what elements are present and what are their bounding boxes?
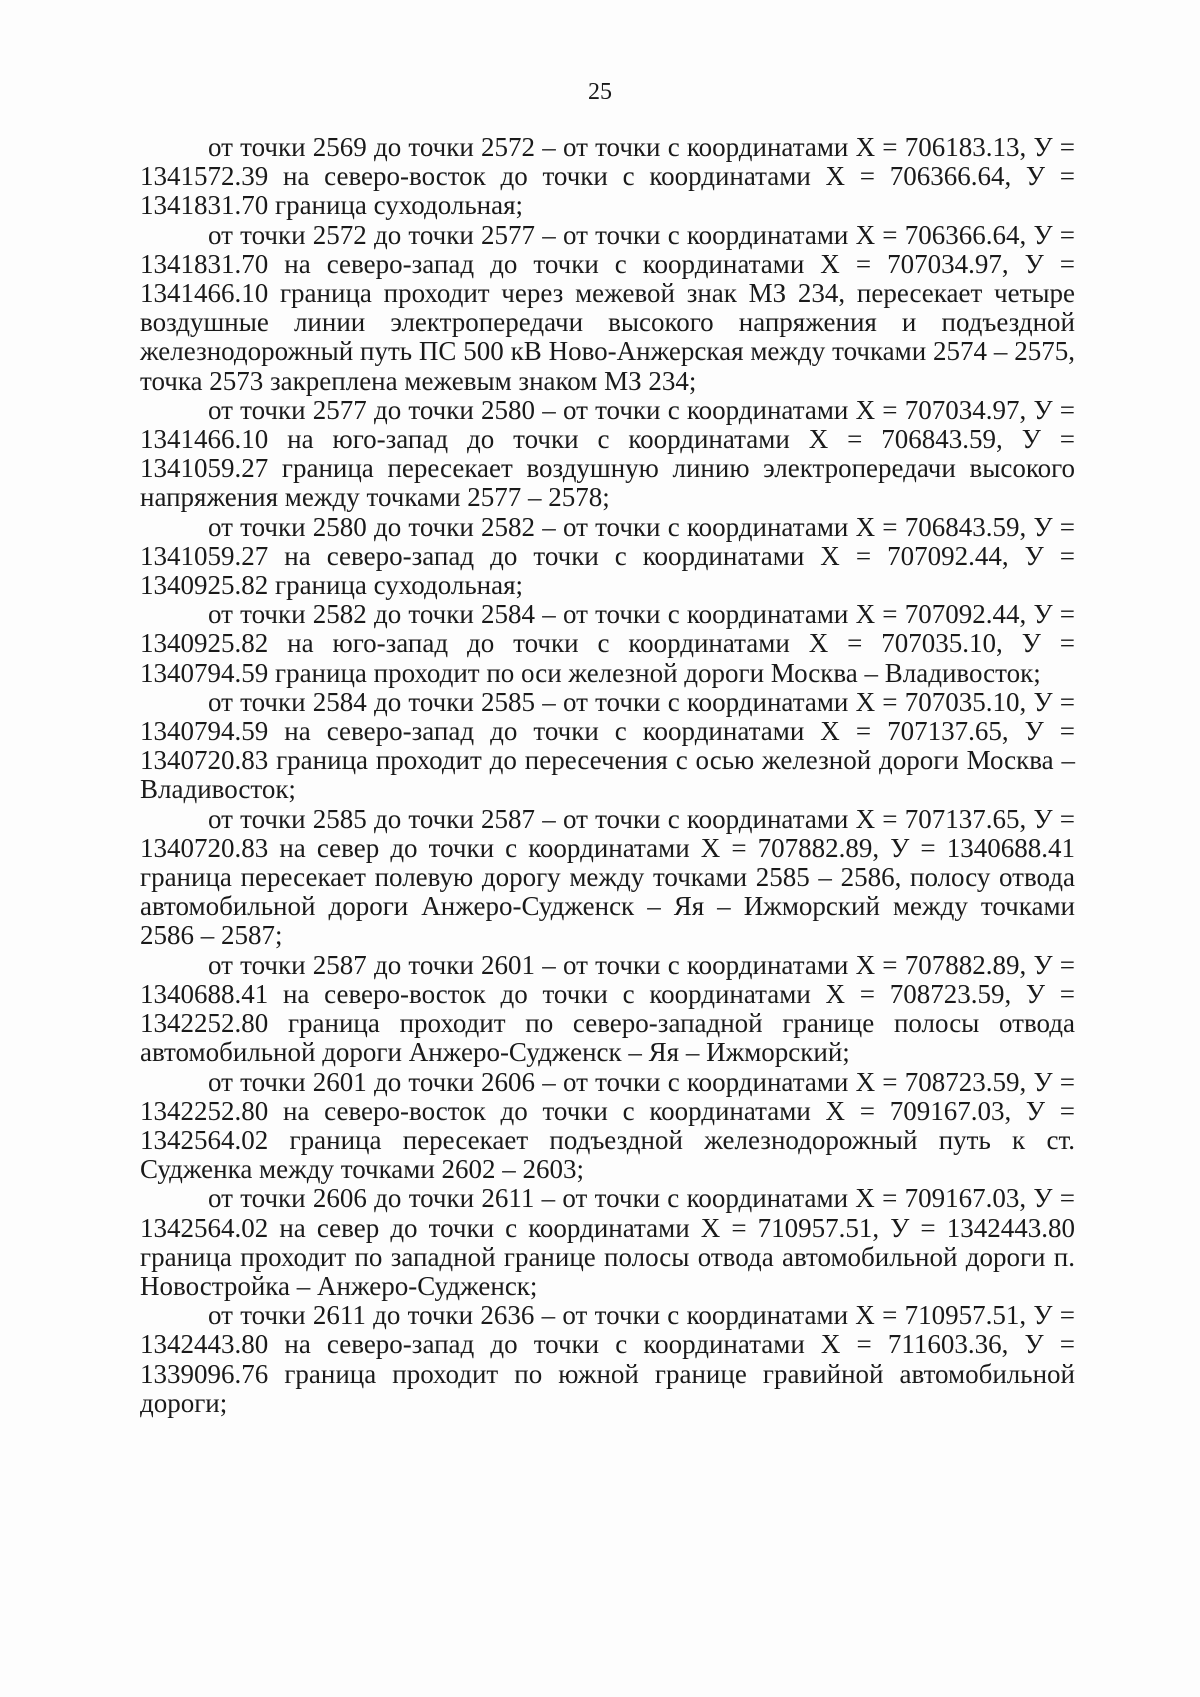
boundary-paragraph: от точки 2569 до точки 2572 – от точки с координатами Х = 706183.13, У = 1341572.39 на северо-восток до точки с координатами Х = 706366.64, У = 1341831.70 граница суходольная;	[140, 132, 1075, 221]
boundary-paragraph: от точки 2585 до точки 2587 – от точки с координатами Х = 707137.65, У = 1340720.83 на север до точки с координатами Х = 707882.89, У = 1340688.41 граница пересекает полевую дорогу между точками 2585 – 2586, полосу отвода автомобильной дороги Анжеро-Судженск – Яя – Ижморский между точками 2586 – 2587;	[140, 803, 1075, 951]
boundary-paragraph: от точки 2577 до точки 2580 – от точки с координатами Х = 707034.97, У = 1341466.10 на юго-запад до точки с координатами Х = 706843.59, У = 1341059.27 граница пересекает воздушную линию электропередачи высокого напряжения между точками 2577 – 2578;	[140, 394, 1075, 513]
boundary-paragraph: от точки 2584 до точки 2585 – от точки с координатами Х = 707035.10, У = 1340794.59 на северо-запад до точки с координатами Х = 707137.65, У = 1340720.83 граница проходит до пересечения с осью железной дороги Москва – Владивосток;	[140, 686, 1075, 805]
boundary-paragraph: от точки 2606 до точки 2611 – от точки с координатами Х = 709167.03, У = 1342564.02 на север до точки с координатами Х = 710957.51, У = 1342443.80 граница проходит по западной границе полосы отвода автомобильной дороги п. Новостройка – Анжеро-Судженск;	[140, 1183, 1075, 1301]
boundary-paragraph: от точки 2611 до точки 2636 – от точки с координатами Х = 710957.51, У = 1342443.80 на северо-запад до точки с координатами Х = 711603.36, У = 1339096.76 граница проходит по южной границе гравийной автомобильной дороги;	[140, 1300, 1075, 1418]
document-body	[140, 133, 1075, 1418]
boundary-paragraph: от точки 2587 до точки 2601 – от точки с координатами Х = 707882.89, У = 1340688.41 на северо-восток до точки с координатами Х = 708723.59, У = 1342252.80 граница проходит по северо-западной границе полосы отвода автомобильной дороги Анжеро-Судженск – Яя – Ижморский;	[140, 949, 1075, 1068]
page-number: 25	[588, 79, 612, 105]
boundary-paragraph: от точки 2601 до точки 2606 – от точки с координатами Х = 708723.59, У = 1342252.80 на северо-восток до точки с координатами Х = 709167.03, У = 1342564.02 граница пересекает подъездной железнодорожный путь к ст. Судженка между точками 2602 – 2603;	[140, 1066, 1075, 1185]
boundary-paragraph: от точки 2572 до точки 2577 – от точки с координатами Х = 706366.64, У = 1341831.70 на северо-запад до точки с координатами Х = 707034.97, У = 1341466.10 граница проходит через межевой знак МЗ 234, пересекает четыре воздушные линии электропередачи высокого напряжения и подъездной железнодорожный путь ПС 500 кВ Ново-Анжерская между точками 2574 – 2575, точка 2573 закреплена межевым знаком МЗ 234;	[140, 219, 1075, 396]
boundary-paragraph: от точки 2582 до точки 2584 – от точки с координатами Х = 707092.44, У = 1340925.82 на юго-запад до точки с координатами Х = 707035.10, У = 1340794.59 граница проходит по оси железной дороги Москва – Владивосток;	[140, 599, 1075, 688]
boundary-paragraph: от точки 2580 до точки 2582 – от точки с координатами Х = 706843.59, У = 1341059.27 на северо-запад до точки с координатами Х = 707092.44, У = 1340925.82 граница суходольная;	[140, 511, 1075, 601]
